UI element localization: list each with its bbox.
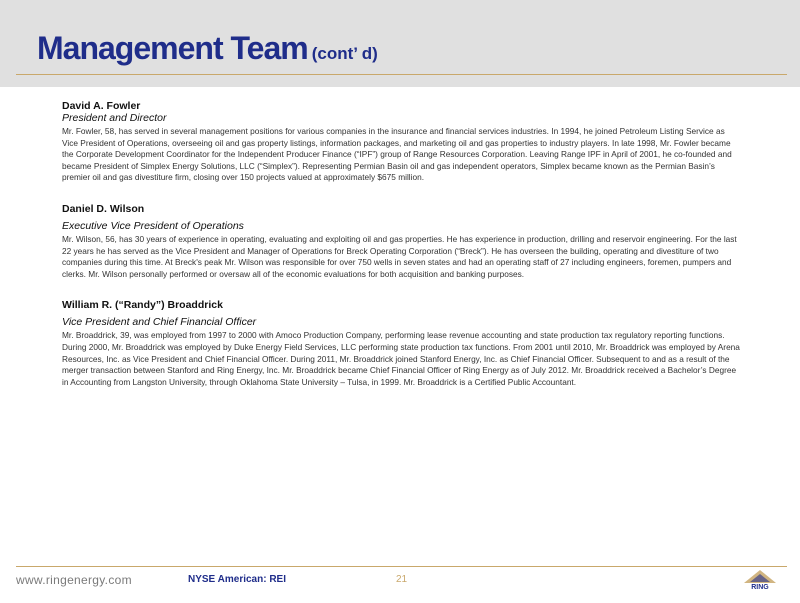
person-bio: Mr. Fowler, 58, has served in several management positions for various companies in the insurance and financial services industries. In 1994, he joined Petroleum Listing Service as Vice President of Operations, overseeing oil and gas property listings, information packages, and marketing oil and gas properties to industry players. In late 1998, Mr. Fowler became the Corporate Development Coordinator for the Independent Producer Finance (“IPF”) group of Range Resources Corporation. Leaving Range IPF in April of 2001, he co-founded and became President of Simplex Energy Solutions, LLC (“Simplex”). Representing Permian Basin oil and gas independent operators, Simplex became known as the Permian Basin’s premier oil and gas divestiture firm, closing over 150 projects valued at approximately $675 million. xyxy=(62,126,732,183)
ring-logo-icon xyxy=(740,568,780,598)
page-title-main: Management Team xyxy=(37,30,308,66)
person-bio: Mr. Wilson, 56, has 30 years of experience in operating, evaluating and exploiting oil and gas properties. He has experience in production, drilling and reservoir engineering. For the last 22 years he has served as the Vice President and Manager of Operations for Breck Operating Corporation (“Breck”). He has overseen the building, operating and divestiture of two companies during this time. At Breck's peak Mr. Wilson was responsible for over 750 wells in seven states and had an operating staff of 27 including engineers, foremen, pumpers and clerks. Mr. Wilson personally performed or oversaw all of the economic evaluations for both acquisition and banking purposes. xyxy=(62,233,737,279)
person-entry xyxy=(62,203,742,280)
logo-text: RING xyxy=(751,584,769,591)
person-name: William R. (“Randy”) Broaddrick xyxy=(62,299,223,312)
stock-ticker: NYSE American: REI xyxy=(188,574,286,585)
person-entry xyxy=(62,100,742,184)
person-entry xyxy=(62,299,742,388)
person-name: Daniel D. Wilson xyxy=(62,202,145,215)
page-number: 21 xyxy=(396,574,408,585)
person-role: Vice President and Chief Financial Officer xyxy=(62,316,257,329)
footer-divider xyxy=(16,566,787,567)
person-name: David A. Fowler xyxy=(62,100,141,112)
website-link[interactable]: www.ringenergy.com xyxy=(16,573,132,587)
person-role: Executive Vice President of Operations xyxy=(62,219,244,232)
header-divider xyxy=(16,74,787,75)
management-list xyxy=(62,100,742,388)
person-role: President and Director xyxy=(62,112,167,124)
person-bio: Mr. Broaddrick, 39, was employed from 1997 to 2000 with Amoco Production Company, performing lease revenue accounting and state production tax regulatory reporting functions. During 2000, Mr. Broaddrick was employed by Duke Energy Field Services, LLC performing state production tax functions. From 2001 until 2010, Mr. Broaddrick was employed by Arena Resources, Inc. as Vice President and Chief Financial Officer. During 2011, Mr. Broaddrick joined Stanford Energy, Inc. as Chief Financial Officer. Subsequent to and as a result of the merger transaction between Stanford and Ring Energy, Inc. Mr. Broaddrick became Chief Financial Officer of Ring Energy as of July 2012. Mr. Broaddrick received a Bachelor’s Degree in Accounting from Langston University, through Oklahoma State University – Tulsa, in 1999. Mr. Broaddrick is a Certified Public Accountant. xyxy=(62,330,740,387)
page-title xyxy=(37,30,378,67)
ring-logo xyxy=(740,568,780,598)
page-title-suffix: (cont’ d) xyxy=(311,44,378,63)
